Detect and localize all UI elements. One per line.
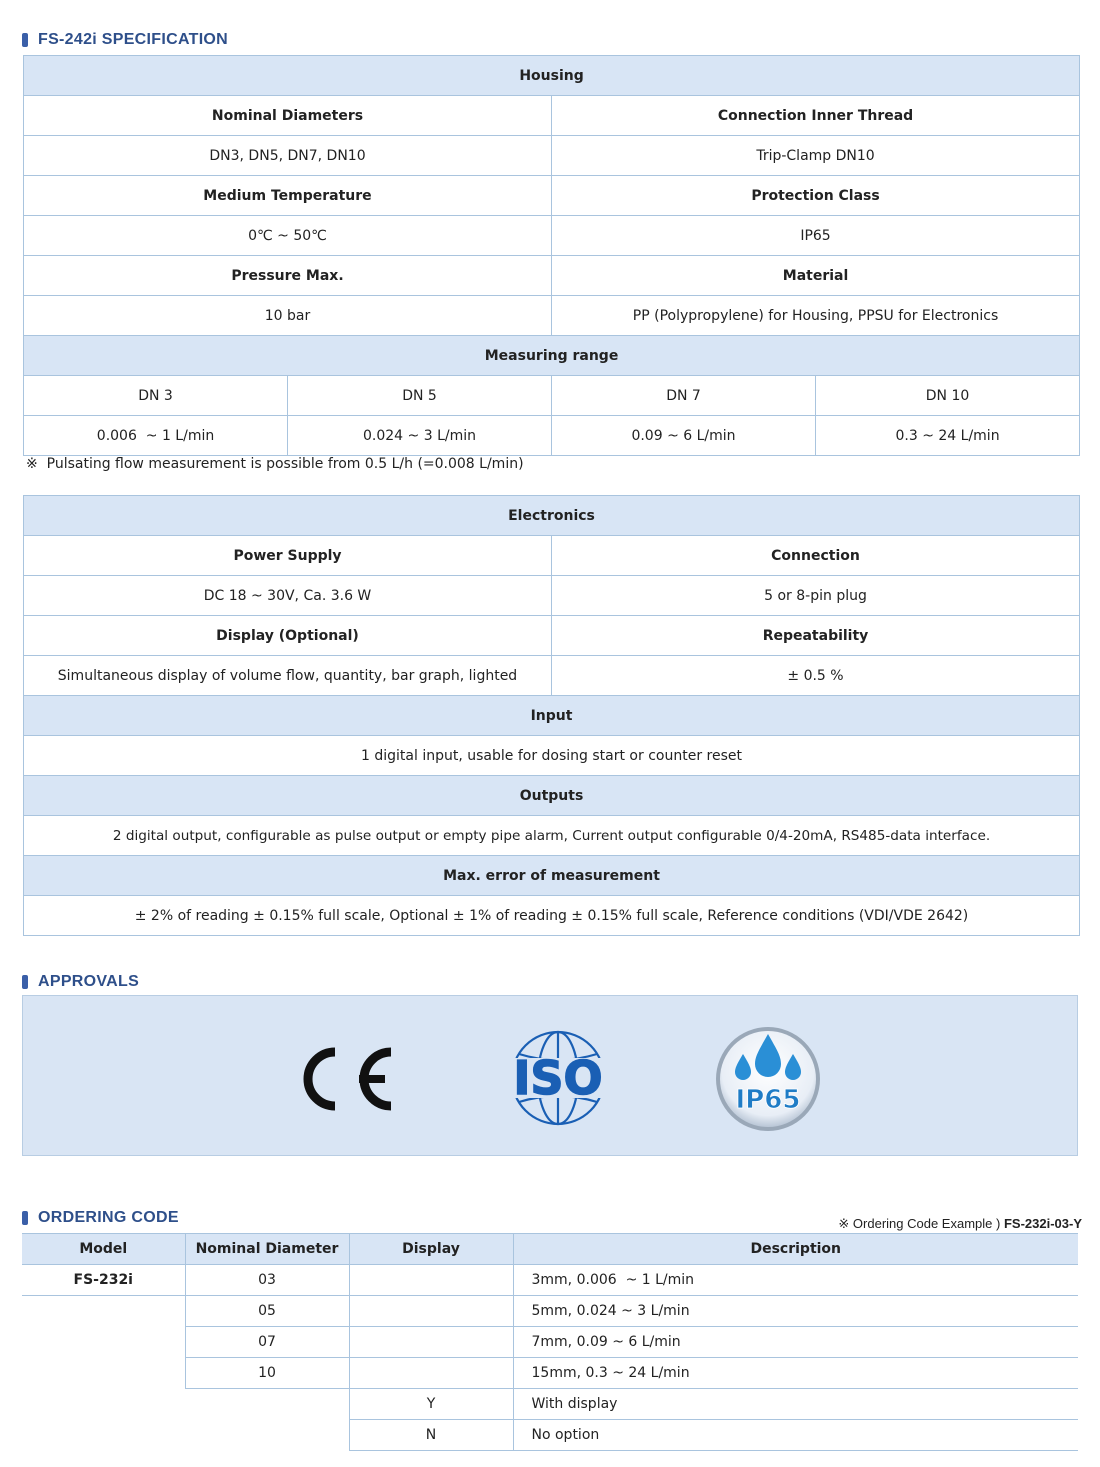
input-heading: Input xyxy=(24,696,1080,736)
max-error-value: ± 2% of reading ± 0.15% full scale, Optional ± 1% of reading ± 0.15% full scale, Reference conditions (VDI/VDE 2642) xyxy=(24,896,1080,936)
spec-title-text: FS-242i SPECIFICATION xyxy=(38,31,229,48)
connection-thread-label: Connection Inner Thread xyxy=(552,96,1080,136)
section-marker xyxy=(22,33,28,47)
display-cell: Y xyxy=(349,1389,513,1420)
description-cell: 15mm, 0.3 ~ 24 L/min xyxy=(513,1358,1078,1389)
display-label: Display (Optional) xyxy=(24,616,552,656)
housing-heading: Housing xyxy=(24,56,1080,96)
range-dn-label: DN 10 xyxy=(816,376,1080,416)
example-code: FS-232i-03-Y xyxy=(1003,1216,1082,1231)
repeatability-label: Repeatability xyxy=(552,616,1080,656)
protection-class-label: Protection Class xyxy=(552,176,1080,216)
ce-mark-icon xyxy=(297,1044,397,1114)
display-cell xyxy=(349,1327,513,1358)
range-value: 0.09 ~ 6 L/min xyxy=(552,416,816,456)
range-value: 0.3 ~ 24 L/min xyxy=(816,416,1080,456)
svg-text:ISO: ISO xyxy=(513,1051,603,1105)
ordering-example xyxy=(838,1216,1082,1232)
description-cell: No option xyxy=(513,1420,1078,1451)
measuring-range-heading: Measuring range xyxy=(24,336,1080,376)
header-description: Description xyxy=(513,1234,1078,1265)
connection-label: Connection xyxy=(552,536,1080,576)
ordering-title-text: ORDERING CODE xyxy=(38,1209,179,1226)
table-row xyxy=(22,1265,1078,1296)
outputs-heading: Outputs xyxy=(24,776,1080,816)
range-value: 0.006 ~ 1 L/min xyxy=(24,416,288,456)
range-dn-label: DN 7 xyxy=(552,376,816,416)
table-row xyxy=(22,1358,1078,1389)
description-cell: With display xyxy=(513,1389,1078,1420)
input-value: 1 digital input, usable for dosing start or counter reset xyxy=(24,736,1080,776)
iso-logo-icon xyxy=(501,1028,616,1128)
header-nominal-diameter: Nominal Diameter xyxy=(185,1234,349,1265)
material-label: Material xyxy=(552,256,1080,296)
empty-cell xyxy=(185,1389,349,1420)
approvals-panel xyxy=(22,995,1078,1156)
connection-value: 5 or 8-pin plug xyxy=(552,576,1080,616)
protection-class-value: IP65 xyxy=(552,216,1080,256)
ordering-table xyxy=(22,1233,1078,1451)
empty-cell xyxy=(22,1296,185,1327)
pulsating-flow-note: ※ Pulsating flow measurement is possible from 0.5 L/h (=0.008 L/min) xyxy=(26,456,524,472)
electronics-table xyxy=(23,495,1080,936)
ordering-section-title xyxy=(22,1209,179,1227)
pressure-max-value: 10 bar xyxy=(24,296,552,336)
display-value: Simultaneous display of volume flow, quantity, bar graph, lighted xyxy=(24,656,552,696)
range-dn-label: DN 3 xyxy=(24,376,288,416)
range-dn-label: DN 5 xyxy=(288,376,552,416)
table-row xyxy=(22,1296,1078,1327)
medium-temp-value: 0℃ ~ 50℃ xyxy=(24,216,552,256)
ip65-water-drops-icon xyxy=(713,1024,823,1134)
connection-thread-value: Trip-Clamp DN10 xyxy=(552,136,1080,176)
repeatability-value: ± 0.5 % xyxy=(552,656,1080,696)
table-row xyxy=(22,1389,1078,1420)
housing-table xyxy=(23,55,1080,456)
table-row xyxy=(22,1420,1078,1451)
power-supply-value: DC 18 ~ 30V, Ca. 3.6 W xyxy=(24,576,552,616)
display-cell xyxy=(349,1296,513,1327)
empty-cell xyxy=(22,1358,185,1389)
model-value: FS-232i xyxy=(22,1265,185,1296)
pressure-max-label: Pressure Max. xyxy=(24,256,552,296)
diameter-cell: 10 xyxy=(185,1358,349,1389)
max-error-heading: Max. error of measurement xyxy=(24,856,1080,896)
header-display: Display xyxy=(349,1234,513,1265)
section-marker xyxy=(22,1211,28,1225)
table-row xyxy=(22,1327,1078,1358)
material-value: PP (Polypropylene) for Housing, PPSU for Electronics xyxy=(552,296,1080,336)
section-marker xyxy=(22,975,28,989)
power-supply-label: Power Supply xyxy=(24,536,552,576)
display-cell: N xyxy=(349,1420,513,1451)
diameter-cell: 07 xyxy=(185,1327,349,1358)
nominal-diameters-label: Nominal Diameters xyxy=(24,96,552,136)
spec-section-title xyxy=(22,31,228,49)
display-cell xyxy=(349,1358,513,1389)
diameter-cell: 03 xyxy=(185,1265,349,1296)
description-cell: 3mm, 0.006 ~ 1 L/min xyxy=(513,1265,1078,1296)
display-cell xyxy=(349,1265,513,1296)
electronics-heading: Electronics xyxy=(24,496,1080,536)
empty-cell xyxy=(22,1389,185,1420)
medium-temp-label: Medium Temperature xyxy=(24,176,552,216)
svg-text:IP65: IP65 xyxy=(735,1085,801,1115)
diameter-cell: 05 xyxy=(185,1296,349,1327)
example-prefix: ※ Ordering Code Example ) xyxy=(838,1216,1001,1231)
nominal-diameters-value: DN3, DN5, DN7, DN10 xyxy=(24,136,552,176)
description-cell: 5mm, 0.024 ~ 3 L/min xyxy=(513,1296,1078,1327)
empty-cell xyxy=(22,1420,185,1451)
description-cell: 7mm, 0.09 ~ 6 L/min xyxy=(513,1327,1078,1358)
empty-cell xyxy=(185,1420,349,1451)
range-value: 0.024 ~ 3 L/min xyxy=(288,416,552,456)
approvals-title-text: APPROVALS xyxy=(38,973,140,990)
approvals-section-title xyxy=(22,973,139,991)
header-model: Model xyxy=(22,1234,185,1265)
outputs-value: 2 digital output, configurable as pulse output or empty pipe alarm, Current output configurable 0/4-20mA, RS485-data interface. xyxy=(24,816,1080,856)
empty-cell xyxy=(22,1327,185,1358)
